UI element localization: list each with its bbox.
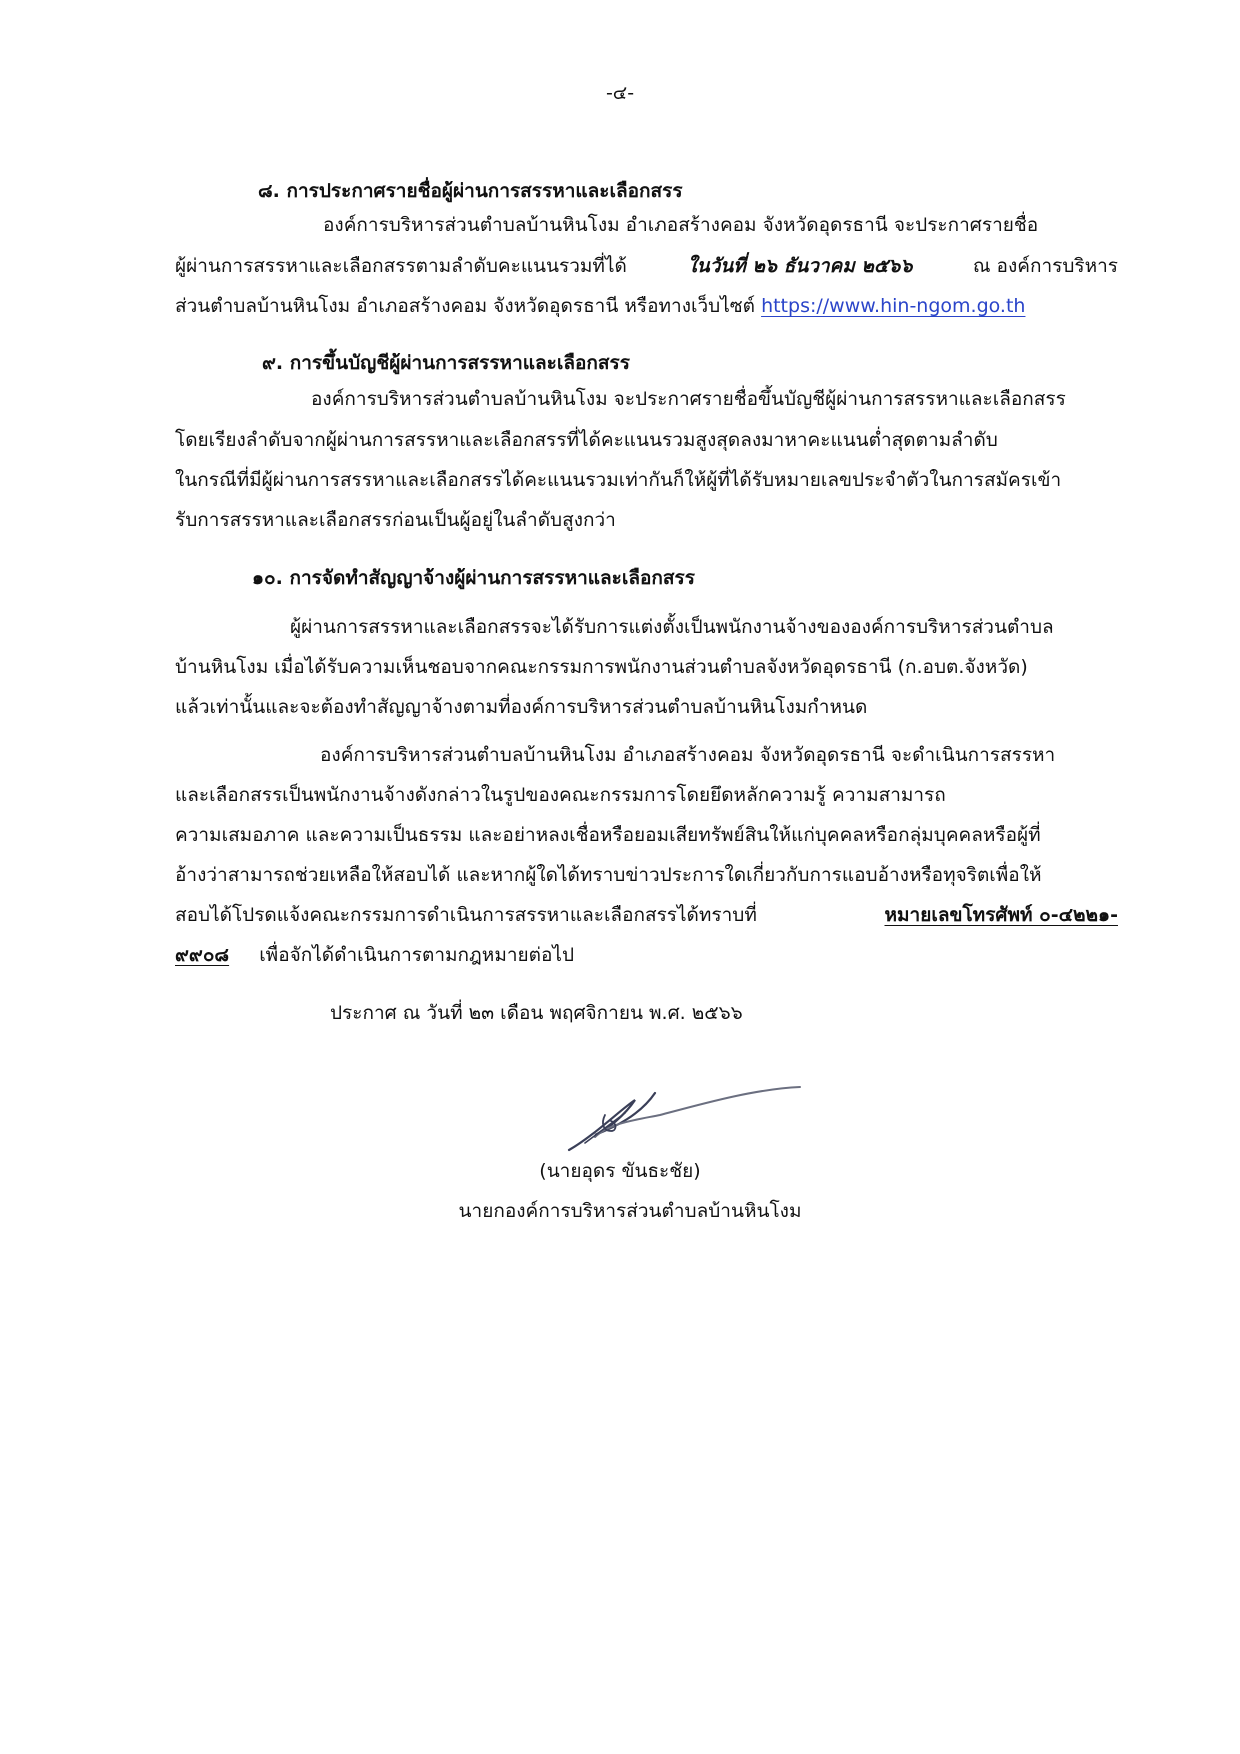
announcement-date-emphasis: ในวันที่ ๒๖ ธันวาคม ๒๕๖๖ bbox=[687, 255, 913, 277]
page-number: -๔- bbox=[605, 82, 635, 104]
section-9-line-4: รับการสรรหาและเลือกสรรก่อนเป็นผู้อยู่ในลำดับสูงกว่า bbox=[175, 509, 616, 531]
section-10-para-1-line-3: แล้วเท่านั้นและจะต้องทำสัญญาจ้างตามที่องค์การบริหารส่วนตำบลบ้านหินโงมกำหนด bbox=[175, 696, 868, 718]
website-link[interactable]: https://www.hin-ngom.go.th bbox=[761, 295, 1026, 317]
section-10-para-2-line-5 bbox=[175, 902, 1118, 928]
section-9-line-2-text: โดยเรียงลำดับจากผู้ผ่านการสรรหาและเลือกสรรที่ได้คะแนนรวมสูงสุดลงมาหาคะแนนต่ำสุดตามลำดับ bbox=[175, 429, 998, 451]
section-9-heading: ๙. การขึ้นบัญชีผู้ผ่านการสรรหาและเลือกสรร bbox=[262, 352, 630, 374]
section-10-para-2-line-6 bbox=[175, 942, 574, 968]
section-10-para-2-line-1-text: องค์การบริหารส่วนตำบลบ้านหินโงม อำเภอสร้างคอม จังหวัดอุดรธานี จะดำเนินการสรรหา bbox=[320, 744, 1056, 766]
section-10-para-2-line-2 bbox=[175, 782, 1118, 808]
section-8-line-1 bbox=[323, 212, 1118, 238]
section-8-line-2-end: ณ องค์การบริหาร bbox=[972, 255, 1118, 277]
section-10-para-2-line-4 bbox=[175, 862, 1118, 888]
section-8-line-1-text: องค์การบริหารส่วนตำบลบ้านหินโงม อำเภอสร้างคอม จังหวัดอุดรธานี จะประกาศรายชื่อ bbox=[323, 214, 1039, 236]
signer-title: นายกองค์การบริหารส่วนตำบลบ้านหินโงม bbox=[458, 1200, 802, 1222]
section-9-line-3-text: ในกรณีที่มีผู้ผ่านการสรรหาและเลือกสรรได้คะแนนรวมเท่ากันก็ให้ผู้ที่ได้รับหมายเลขประจำตัวในการสมัครเข้า bbox=[175, 469, 1062, 491]
section-9-line-3 bbox=[175, 467, 1118, 493]
section-8-line-3 bbox=[175, 293, 1025, 319]
section-8-heading: ๘. การประกาศรายชื่อผู้ผ่านการสรรหาและเลือกสรร bbox=[258, 180, 683, 202]
section-10-para-2-line-1 bbox=[320, 742, 1118, 768]
announcement-date: ประกาศ ณ วันที่ ๒๓ เดือน พฤศจิกายน พ.ศ. ๒๕๖๖ bbox=[330, 1002, 743, 1024]
section-10-para-1-line-1-text: ผู้ผ่านการสรรหาและเลือกสรรจะได้รับการแต่งตั้งเป็นพนักงานจ้างขององค์การบริหารส่วนตำบล bbox=[290, 616, 1054, 638]
section-10-para-1-line-2 bbox=[175, 654, 1118, 680]
phone-number-part-1: หมายเลขโทรศัพท์ ๐-๔๒๒๑- bbox=[884, 904, 1118, 926]
section-10-heading: ๑๐. การจัดทำสัญญาจ้างผู้ผ่านการสรรหาและเลือกสรร bbox=[252, 567, 695, 589]
section-10-para-2-line-2-text: และเลือกสรรเป็นพนักงานจ้างดังกล่าวในรูปของคณะกรรมการโดยยึดหลักความรู้ ความสามารถ bbox=[175, 784, 946, 806]
section-10-para-2-line-4-text: อ้างว่าสามารถช่วยเหลือให้สอบได้ และหากผู้ใดได้ทราบข่าวประการใดเกี่ยวกับการแอบอ้างหรือทุจริตเพื่อให้ bbox=[175, 864, 1042, 886]
section-8-line-2 bbox=[175, 253, 1118, 279]
section-10-para-1-line-1 bbox=[290, 614, 1118, 640]
section-8-line-2-text: ผู้ผ่านการสรรหาและเลือกสรรตามลำดับคะแนนรวมที่ได้ bbox=[175, 255, 627, 277]
section-9-line-2 bbox=[175, 427, 1118, 453]
section-9-line-1-text: องค์การบริหารส่วนตำบลบ้านหินโงม จะประกาศรายชื่อขึ้นบัญชีผู้ผ่านการสรรหาและเลือกสรร bbox=[311, 388, 1066, 410]
section-9-line-1 bbox=[311, 386, 1118, 412]
section-10-para-2-line-3 bbox=[175, 822, 1118, 848]
section-8-line-3-text: ส่วนตำบลบ้านหินโงม อำเภอสร้างคอม จังหวัดอุดรธานี หรือทางเว็บไซต์ bbox=[175, 295, 756, 317]
section-10-para-1-line-2-text: บ้านหินโงม เมื่อได้รับความเห็นชอบจากคณะกรรมการพนักงานส่วนตำบลจังหวัดอุดรธานี (ก.อบต.จังหวัด) bbox=[175, 656, 1028, 678]
phone-number-part-2: ๙๙๐๘ bbox=[175, 944, 230, 966]
signature-image bbox=[565, 1075, 815, 1155]
section-10-para-2-line-5-text: สอบได้โปรดแจ้งคณะกรรมการดำเนินการสรรหาและเลือกสรรได้ทราบที่ bbox=[175, 904, 757, 926]
section-10-para-2-line-6-text: เพื่อจักได้ดำเนินการตามกฎหมายต่อไป bbox=[259, 944, 575, 966]
signer-name: (นายอุดร ขันธะชัย) bbox=[539, 1160, 701, 1182]
section-10-para-2-line-3-text: ความเสมอภาค และความเป็นธรรม และอย่าหลงเชื่อหรือยอมเสียทรัพย์สินให้แก่บุคคลหรือกลุ่มบุคคลหรือผู้ที่ bbox=[175, 824, 1041, 846]
